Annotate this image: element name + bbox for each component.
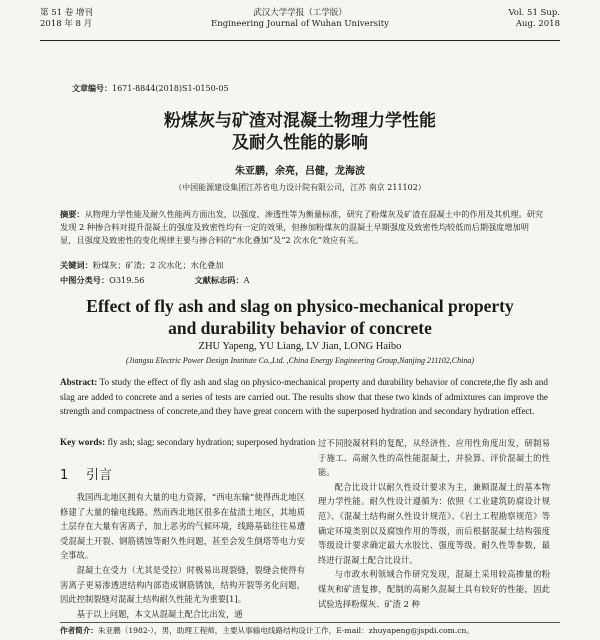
cn-authors: 朱亚鹏，余亮，吕健，龙海波 [235, 166, 365, 177]
issue-date: 2018 年 8 月 [40, 19, 93, 29]
article-number [72, 83, 229, 94]
footnote [60, 622, 560, 636]
running-header [40, 8, 560, 41]
header-center [40, 8, 560, 30]
cn-keywords-label: 关键词： [60, 260, 93, 270]
paragraph: 我国西北地区拥有大量的电力资源，“西电东输”使得西北地区修建了大量的输电线路。然而西北地区很多在盐渍土地区，其地质土层存在大量有害离子，加上恶劣的气候环境，线路基础往往易遭受混凝土开裂、钢筋锈蚀等耐久性问题，甚至会发生倒塔等电力安全事故。 [60, 492, 305, 561]
cn-classification [60, 275, 250, 286]
paragraph: 基于以上问题，本文从混凝土配合比出发，通 [76, 608, 243, 619]
article-number-value: 1671-8844(2018)S1-0150-05 [112, 84, 229, 93]
en-authors: ZHU Yapeng, YU Liang, LV Jian, LONG Haibo [198, 341, 402, 352]
left-column [60, 490, 305, 621]
cn-affiliation: （中国能源建设集团江苏省电力设计院有限公司，江苏 南京 211102） [174, 183, 426, 192]
volume-info: 第 51 卷 增刊 [40, 8, 93, 18]
cn-title-line2: 及耐久性能的影响 [232, 133, 368, 153]
en-title-line2: and durability behavior of concrete [168, 318, 432, 338]
en-abstract-label: Abstract: [60, 377, 98, 387]
en-title-line1: Effect of fly ash and slag on physico-mechanical property [86, 296, 514, 316]
cn-keywords-text: 粉煤灰；矿渣；2 次水化；水化叠加 [92, 260, 224, 270]
en-keywords-text: fly ash; slag; secondary hydration; superposed hydration [105, 437, 316, 447]
cn-abstract [60, 208, 545, 247]
volume-en: Vol. 51 Sup. [508, 8, 560, 18]
footnote-text: 朱亚鹏（1982-），男，助理工程师，主要从事输电线路结构设计工作，E-mail：zhuyapeng@jspdi.com.cn。 [97, 626, 474, 635]
clc-label: 中图分类号： [60, 275, 110, 285]
section-heading-introduction [60, 464, 112, 483]
section-title: 引言 [86, 468, 113, 483]
date-en: Aug. 2018 [515, 19, 560, 29]
paragraph: 与市政水利领域合作研究发现，混凝土采用较高掺量的粉煤灰和矿渣复掺，配制的高耐久混凝土具有较好的性能，因此试验选择粉煤灰、矿渣 2 种 [318, 569, 550, 609]
footnote-label: 作者简介： [60, 626, 98, 635]
en-affiliation: (Jiangsu Electric Power Design Institute Co.,Ltd. ,China Energy Engineering Group,Nanjing 211102,China) [126, 356, 474, 365]
journal-name-en: Engineering Journal of Wuhan University [211, 19, 389, 29]
clc-value: O319.56 [109, 275, 145, 285]
cn-abstract-label: 摘要： [60, 209, 85, 219]
cn-abstract-text: 从物理力学性能及耐久性能两方面出发，以强度、渗透性等为衡量标准，研究了粉煤灰及矿渣在混凝土中的作用及其机理。研究发现 2 种掺合料对提升混凝土的强度及致密性均有一定的效果，但掺加粉煤灰的混凝土早期强度及致密性均较低而后期强度增加明显，且强度及致密性的变化规律主要与掺合料的“水化叠加”及“2 次水化”效应有关。 [60, 209, 544, 245]
header-right [508, 8, 560, 30]
paragraph: 混凝土在受力（尤其是受拉）时极易出现裂缝，裂缝会使得有害离子更易渗透进结构内部造成钢筋锈蚀，结构开裂等劣化问题，因此控制裂缝对混凝土结构耐久性能尤为重要[1]。 [60, 564, 305, 605]
paragraph: 配合比设计以耐久性设计要求为主，兼顾混凝土的基本物理力学性能。耐久性设计遵循为：依照《工业建筑防腐设计规范》、《混凝土结构耐久性设计规范》、《岩土工程勘察规范》等确定环境类别以及腐蚀作用的等级，而后根据混凝土结构强度等级设计要求确定最大水胶比、强度等级、耐久性等参数，最终进行混凝土配合比设计。 [318, 481, 550, 565]
article-number-label: 文章编号： [72, 83, 112, 93]
doc-code-label: 文献标志码： [194, 275, 244, 285]
doc-code-value: A [243, 275, 250, 285]
journal-name-cn: 武汉大学学报（工学版） [253, 8, 347, 18]
en-abstract-text: To study the effect of fly ash and slag on physico-mechanical property and durability behavior of concrete,the fly ash and slag are added to concrete and a series of tests are carried out. The results show that these two kinds of admixtures can improve the strength and compactness of concrete,and they have great concern with the superposed hydration and secondary hydration effect. [60, 377, 548, 416]
right-column [318, 436, 550, 611]
en-abstract [60, 375, 548, 419]
cn-title-line1: 粉煤灰与矿渣对混凝土物理力学性能 [164, 111, 436, 131]
section-number: 1 [60, 468, 69, 483]
paragraph: 过不同胶凝材料的复配，从经济性、应用性角度出发，研制易于施工、高耐久性的高性能混凝土，并验算、评价混凝土的性能。 [318, 438, 550, 478]
cn-keywords [60, 260, 545, 271]
en-keywords-label: Key words: [60, 437, 106, 447]
